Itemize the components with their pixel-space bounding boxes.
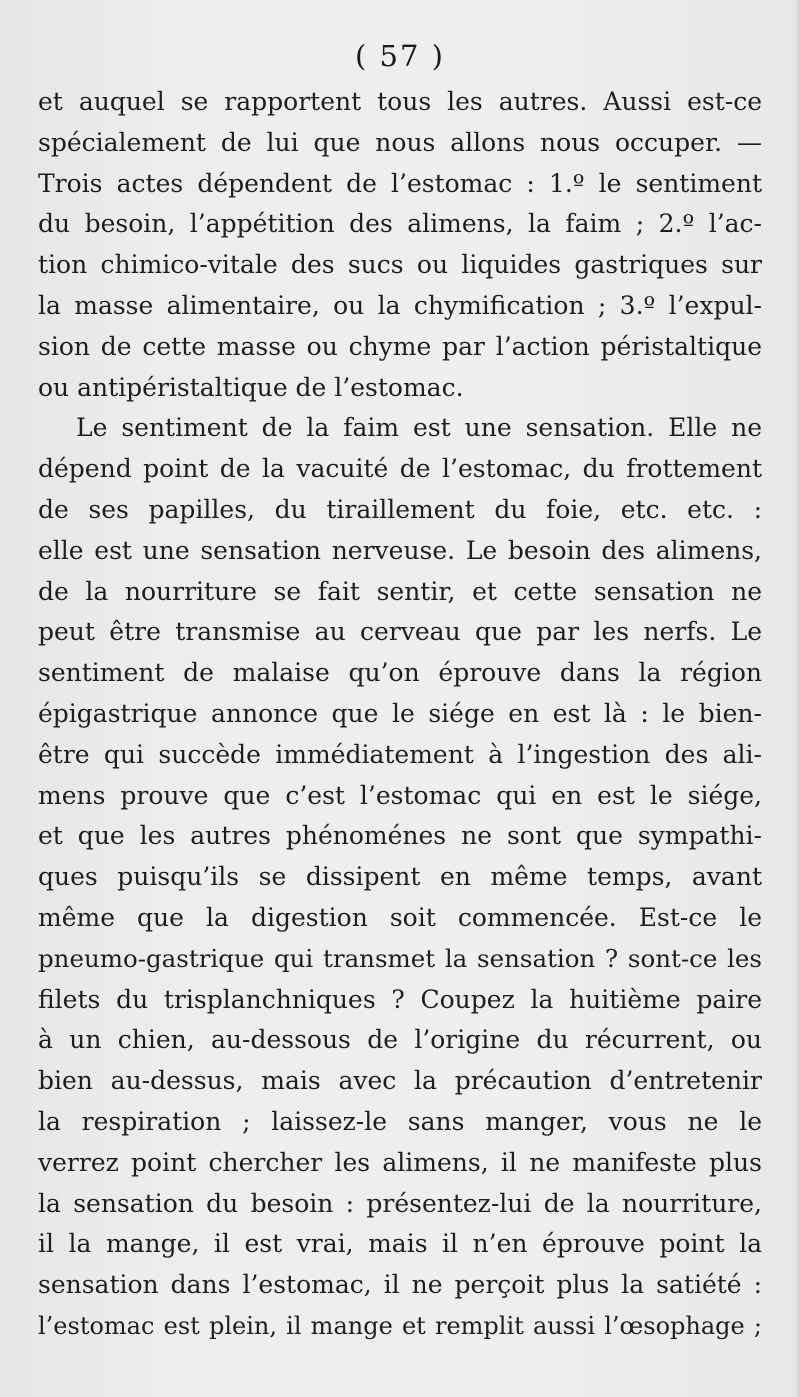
text-line: épigastrique annonce que le siége en est là : le bien- <box>38 698 762 728</box>
text-line: Le sentiment de la faim est une sensation. Elle ne <box>76 413 762 443</box>
text-line: peut être transmise au cerveau que par les nerfs. Le <box>38 617 762 647</box>
text-line: la sensation du besoin : présentez-lui de la nourriture, <box>38 1188 762 1218</box>
page-number: ( 57 ) <box>355 39 445 73</box>
text-line: pneumo-gastrique qui transmet la sensation ? sont-ce les <box>38 943 762 973</box>
page-edge-shadow <box>794 0 800 1397</box>
text-line: de ses papilles, du tiraillement du foie, etc. etc. : <box>38 494 762 524</box>
text-line: la respiration ; laissez-le sans manger, vous ne le <box>38 1106 762 1136</box>
text-line: bien au-dessus, mais avec la précaution d’entretenir <box>38 1066 762 1096</box>
text-line: sentiment de malaise qu’on éprouve dans la région <box>38 658 762 688</box>
body-text <box>38 82 762 1347</box>
text-line: et que les autres phénoménes ne sont que sympathi- <box>38 821 762 851</box>
text-line: à un chien, au-dessous de l’origine du récurrent, ou <box>38 1025 762 1055</box>
text-line: sion de cette masse ou chyme par l’action péristaltique <box>38 331 762 361</box>
text-line: mens prouve que c’est l’estomac qui en est le siége, <box>38 780 762 810</box>
text-line: de la nourriture se fait sentir, et cette sensation ne <box>38 576 762 606</box>
text-line: ou antipéristaltique de l’estomac. <box>38 372 464 402</box>
text-line: l’estomac est plein, il mange et remplit aussi l’œsophage ; <box>38 1311 762 1340</box>
text-line: la masse alimentaire, ou la chymification ; 3.º l’expul- <box>38 290 762 320</box>
text-line: et auquel se rapportent tous les autres. Aussi est-ce <box>38 87 762 116</box>
text-line: du besoin, l’appétition des alimens, la faim ; 2.º l’ac- <box>38 209 762 239</box>
text-line: spécialement de lui que nous allons nous occuper. — <box>38 127 762 157</box>
text-line: verrez point chercher les alimens, il ne manifeste plus <box>38 1147 762 1177</box>
text-line: être qui succède immédiatement à l’ingestion des ali- <box>38 739 762 769</box>
text-line: tion chimico-vitale des sucs ou liquides gastriques sur <box>38 250 762 280</box>
text-line: filets du trisplanchniques ? Coupez la huitième paire <box>38 984 762 1014</box>
text-line: elle est une sensation nerveuse. Le besoin des alimens, <box>38 535 762 565</box>
text-line: ques puisqu’ils se dissipent en même temps, avant <box>38 862 762 892</box>
text-line: Trois actes dépendent de l’estomac : 1.º le sentiment <box>38 168 762 198</box>
text-line: sensation dans l’estomac, il ne perçoit plus la satiété : <box>38 1270 762 1300</box>
text-line: il la mange, il est vrai, mais il n’en éprouve point la <box>38 1229 762 1259</box>
text-line: même que la digestion soit commencée. Est-ce le <box>38 902 762 932</box>
text-line: dépend point de la vacuité de l’estomac, du frottement <box>38 454 762 484</box>
